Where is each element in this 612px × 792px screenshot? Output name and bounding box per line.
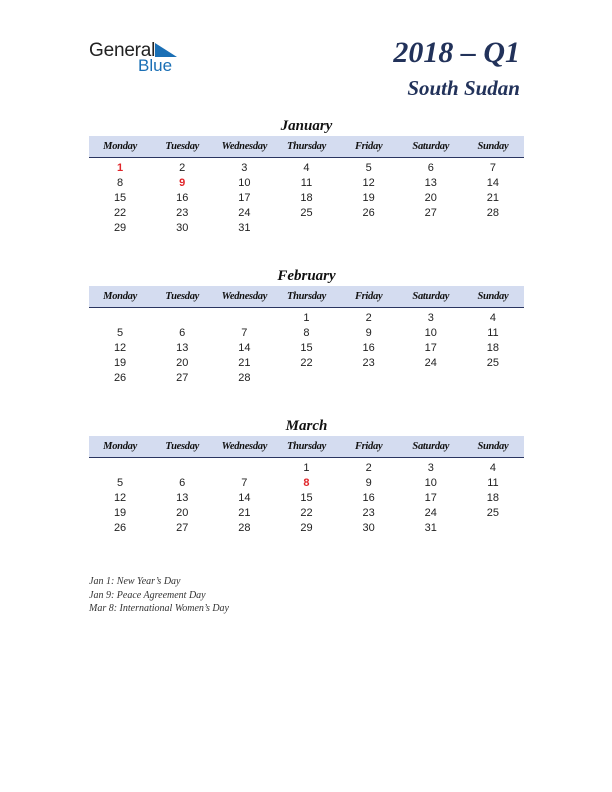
date-cell: 11 bbox=[487, 476, 499, 489]
date-cell: 16 bbox=[176, 191, 189, 204]
date-cell: 12 bbox=[113, 341, 127, 354]
weeks-grid bbox=[89, 458, 524, 536]
weeks-grid bbox=[89, 308, 524, 386]
month-title: February bbox=[277, 268, 336, 284]
date-cell: 17 bbox=[424, 491, 437, 504]
date-cell: 26 bbox=[362, 207, 375, 220]
week-row bbox=[89, 175, 524, 190]
holiday-note: Jan 1: New Year’s Day bbox=[89, 576, 181, 587]
date-cell: 5 bbox=[117, 476, 124, 489]
date-cell: 3 bbox=[241, 161, 248, 174]
date-cell: 6 bbox=[179, 476, 186, 489]
date-cell: 2 bbox=[179, 161, 186, 174]
date-cell: 20 bbox=[176, 507, 189, 520]
date-cell: 11 bbox=[487, 326, 499, 339]
date-cell: 10 bbox=[424, 476, 437, 489]
holiday-note: Mar 8: International Women’s Day bbox=[89, 603, 229, 614]
date-cell: 23 bbox=[362, 507, 375, 520]
date-cell: 14 bbox=[238, 341, 251, 354]
date-cell: 7 bbox=[241, 326, 248, 339]
date-cell: 6 bbox=[427, 161, 434, 174]
week-row bbox=[89, 340, 524, 355]
date-cell: 18 bbox=[300, 191, 313, 204]
date-cell: 22 bbox=[300, 507, 313, 520]
date-cell: 28 bbox=[238, 522, 251, 535]
weekday-label: Monday bbox=[103, 441, 137, 452]
weekday-label: Tuesday bbox=[165, 291, 200, 302]
date-cell: 27 bbox=[176, 372, 189, 385]
date-cell: 4 bbox=[489, 461, 496, 474]
weekday-label: Wednesday bbox=[221, 141, 268, 152]
date-cell: 11 bbox=[300, 176, 313, 189]
weekday-label: Friday bbox=[354, 291, 383, 302]
date-cell: 14 bbox=[238, 491, 251, 504]
holiday-date-cell: 1 bbox=[117, 161, 124, 174]
date-cell: 26 bbox=[113, 522, 127, 535]
date-cell: 27 bbox=[424, 207, 437, 220]
weekday-label: Thursday bbox=[286, 291, 326, 302]
date-cell: 24 bbox=[424, 357, 437, 370]
weekday-label: Friday bbox=[354, 441, 383, 452]
date-cell: 2 bbox=[365, 311, 372, 324]
date-cell: 29 bbox=[113, 222, 127, 235]
week-row bbox=[89, 325, 524, 340]
date-cell: 8 bbox=[117, 176, 124, 189]
date-cell: 19 bbox=[113, 357, 127, 370]
weekday-label: Thursday bbox=[286, 441, 326, 452]
date-cell: 21 bbox=[238, 357, 251, 370]
page-title: 2018 – Q1 bbox=[393, 36, 520, 69]
week-row bbox=[89, 460, 524, 475]
date-cell: 7 bbox=[489, 161, 496, 174]
date-cell: 15 bbox=[300, 491, 313, 504]
date-cell: 21 bbox=[486, 191, 500, 204]
weekday-header bbox=[89, 136, 524, 158]
date-cell: 20 bbox=[176, 357, 189, 370]
date-cell: 1 bbox=[303, 461, 310, 474]
week-row bbox=[89, 506, 524, 521]
week-row bbox=[89, 356, 524, 371]
month-calendar-january bbox=[89, 116, 524, 236]
date-cell: 13 bbox=[176, 491, 189, 504]
date-cell: 17 bbox=[238, 191, 251, 204]
date-cell: 28 bbox=[486, 207, 500, 220]
weekday-label: Saturday bbox=[412, 141, 450, 152]
date-cell: 15 bbox=[300, 341, 313, 354]
date-cell: 25 bbox=[486, 507, 500, 520]
date-cell: 4 bbox=[489, 311, 496, 324]
date-cell: 25 bbox=[300, 207, 313, 220]
date-cell: 23 bbox=[362, 357, 375, 370]
date-cell: 10 bbox=[424, 326, 437, 339]
date-cell: 17 bbox=[424, 341, 437, 354]
date-cell: 27 bbox=[176, 522, 189, 535]
date-cell: 26 bbox=[113, 372, 127, 385]
weekday-label: Sunday bbox=[477, 441, 509, 452]
date-cell: 12 bbox=[113, 491, 127, 504]
date-cell: 24 bbox=[424, 507, 437, 520]
week-row bbox=[89, 521, 524, 536]
date-cell: 30 bbox=[362, 522, 375, 535]
date-cell: 28 bbox=[238, 372, 251, 385]
weekday-label: Sunday bbox=[477, 291, 509, 302]
date-cell: 19 bbox=[113, 507, 127, 520]
logo-general-text: General bbox=[89, 40, 156, 61]
weekday-label: Sunday bbox=[477, 141, 509, 152]
holiday-date-cell: 9 bbox=[179, 176, 186, 189]
date-cell: 12 bbox=[362, 176, 375, 189]
date-cell: 6 bbox=[179, 326, 186, 339]
date-cell: 16 bbox=[362, 341, 375, 354]
date-cell: 8 bbox=[303, 326, 310, 339]
date-cell: 7 bbox=[241, 476, 248, 489]
week-row bbox=[89, 490, 524, 505]
weekday-label: Wednesday bbox=[221, 441, 268, 452]
weekday-label: Monday bbox=[103, 291, 137, 302]
week-row bbox=[89, 221, 524, 236]
week-row bbox=[89, 371, 524, 386]
weekday-label: Tuesday bbox=[165, 441, 200, 452]
month-calendar-march bbox=[89, 416, 524, 536]
weekday-label: Friday bbox=[354, 141, 383, 152]
date-cell: 29 bbox=[300, 522, 313, 535]
week-row bbox=[89, 310, 524, 325]
week-row bbox=[89, 190, 524, 205]
week-row bbox=[89, 475, 524, 490]
logo-triangle-icon bbox=[155, 43, 177, 57]
date-cell: 31 bbox=[424, 522, 437, 535]
date-cell: 18 bbox=[486, 341, 500, 354]
date-cell: 14 bbox=[486, 176, 500, 189]
date-cell: 21 bbox=[238, 507, 251, 520]
weeks-grid bbox=[89, 158, 524, 236]
date-cell: 9 bbox=[365, 476, 372, 489]
date-cell: 25 bbox=[486, 357, 500, 370]
date-cell: 24 bbox=[238, 207, 251, 220]
date-cell: 22 bbox=[300, 357, 313, 370]
date-cell: 4 bbox=[303, 161, 310, 174]
date-cell: 18 bbox=[486, 491, 500, 504]
week-row bbox=[89, 160, 524, 175]
date-cell: 3 bbox=[427, 311, 434, 324]
date-cell: 23 bbox=[176, 207, 189, 220]
holiday-list bbox=[89, 575, 229, 616]
weekday-label: Tuesday bbox=[165, 141, 200, 152]
weekday-header bbox=[89, 436, 524, 458]
date-cell: 15 bbox=[113, 191, 127, 204]
weekday-label: Saturday bbox=[412, 441, 450, 452]
week-row bbox=[89, 206, 524, 221]
date-cell: 22 bbox=[113, 207, 127, 220]
date-cell: 13 bbox=[424, 176, 437, 189]
brand-logo bbox=[89, 40, 199, 80]
month-title: January bbox=[280, 118, 333, 134]
date-cell: 1 bbox=[303, 311, 310, 324]
date-cell: 31 bbox=[238, 222, 251, 235]
weekday-label: Monday bbox=[103, 141, 137, 152]
date-cell: 19 bbox=[362, 191, 375, 204]
month-title: March bbox=[285, 418, 328, 434]
month-calendar-february bbox=[89, 266, 524, 386]
date-cell: 5 bbox=[117, 326, 124, 339]
weekday-label: Thursday bbox=[286, 141, 326, 152]
date-cell: 30 bbox=[176, 222, 189, 235]
logo-blue-text: Blue bbox=[138, 56, 173, 75]
date-cell: 16 bbox=[362, 491, 375, 504]
weekday-header bbox=[89, 286, 524, 308]
date-cell: 13 bbox=[176, 341, 189, 354]
weekday-label: Saturday bbox=[412, 291, 450, 302]
date-cell: 10 bbox=[238, 176, 251, 189]
date-cell: 2 bbox=[365, 461, 372, 474]
date-cell: 9 bbox=[365, 326, 372, 339]
weekday-label: Wednesday bbox=[221, 291, 268, 302]
holiday-note: Jan 9: Peace Agreement Day bbox=[89, 589, 206, 601]
date-cell: 3 bbox=[427, 461, 434, 474]
date-cell: 20 bbox=[424, 191, 437, 204]
page-subtitle: South Sudan bbox=[407, 76, 520, 100]
holiday-date-cell: 8 bbox=[303, 476, 310, 489]
date-cell: 5 bbox=[365, 161, 372, 174]
